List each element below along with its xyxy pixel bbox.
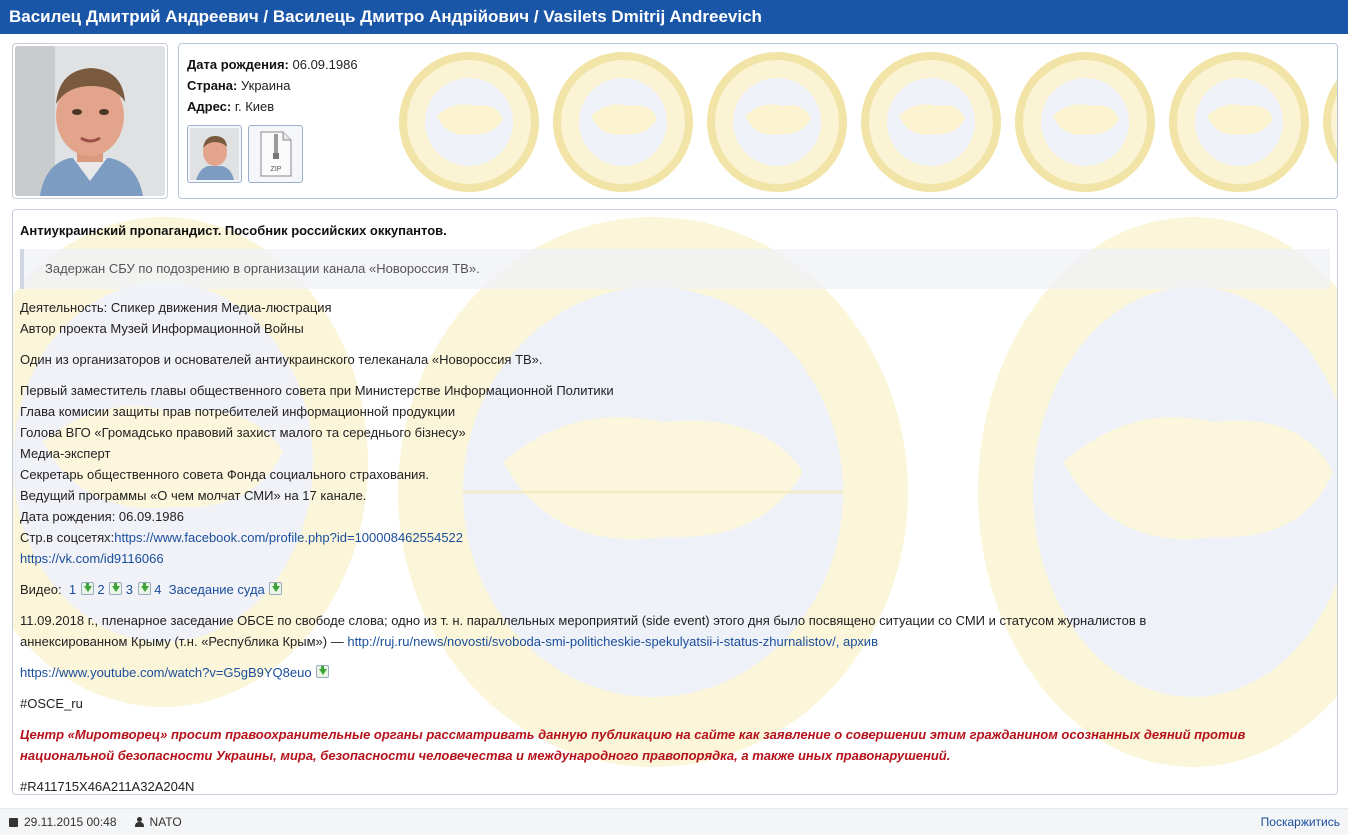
facebook-link[interactable]: https://www.facebook.com/profile.php?id=100008462554522	[114, 530, 464, 545]
video-link-4[interactable]: 4	[154, 582, 162, 597]
activity-line: Деятельность: Спикер движения Медиа-люстрация	[20, 300, 332, 315]
profile-photo-frame[interactable]	[12, 43, 168, 199]
video-row	[20, 579, 1330, 600]
dossier-text	[13, 210, 1337, 795]
complain-link[interactable]: Поскаржитись	[1260, 815, 1340, 829]
author: NATO	[149, 815, 182, 829]
social-row	[20, 527, 1330, 548]
lead-statement: Антиукраинский пропагандист. Пособник российских оккупантов.	[20, 223, 447, 238]
download-icon[interactable]	[109, 582, 122, 595]
page-title: Василец Дмитрий Андреевич / Василець Дмитро Андрійович / Vasilets Dmitrij Andreevich	[0, 0, 1348, 34]
organizer-line: Один из организаторов и основателей антиукраинского телеканала «Новороссия ТВ».	[20, 352, 543, 367]
archive-link[interactable]: , архив	[835, 634, 878, 649]
country-label: Страна:	[187, 78, 238, 93]
watermark-seal-icon	[1015, 50, 1155, 194]
zip-file-thumbnail[interactable]	[248, 125, 303, 183]
profile-photo[interactable]	[15, 46, 165, 196]
activity-line: Автор проекта Музей Информационной Войны	[20, 321, 304, 336]
activity-block	[20, 297, 1330, 339]
record-code: #R411715X46A211A32A204N	[20, 779, 195, 794]
video-label: Видео:	[20, 582, 62, 597]
vk-link[interactable]: https://vk.com/id9116066	[20, 551, 164, 566]
dossier-content	[12, 209, 1338, 795]
position-line: Голова ВГО «Громадсько правовий захист малого та середнього бізнесу»	[20, 425, 466, 440]
osce-block	[20, 610, 1330, 652]
position-line: Секретарь общественного совета Фонда социального страхования.	[20, 467, 430, 482]
osce-text: аннексированном Крыму (т.н. «Республика Крым») —	[20, 634, 348, 649]
positions-block	[20, 380, 1330, 569]
watermark-seal-icon	[861, 50, 1001, 194]
zip-archive-icon	[259, 131, 293, 177]
address-row	[187, 96, 358, 117]
download-icon[interactable]	[316, 665, 329, 678]
video-link-3[interactable]: 3	[125, 582, 134, 597]
watermark-seal-icon	[707, 50, 847, 194]
osce-text: 11.09.2018 г., пленарное заседание ОБСЕ по свободе слова; одно из т. н. параллельных мероприятий (side event) этого дня было посвящено ситуации со СМИ и статусом журналистов в	[20, 613, 1147, 628]
watermark-seal-icon	[1323, 50, 1338, 194]
zip-label: ZIP	[270, 166, 281, 173]
country-value: Украина	[240, 78, 291, 93]
address-label: Адрес:	[187, 99, 232, 114]
profile-info-panel	[178, 43, 1338, 199]
court-session-link[interactable]: Заседание суда	[168, 582, 265, 597]
publish-date: 29.11.2015 00:48	[24, 815, 117, 829]
watermark-seal-icon	[399, 50, 539, 194]
photo-thumbnail[interactable]	[187, 125, 242, 183]
country-row	[187, 75, 358, 96]
osce-article-link[interactable]: http://ruj.ru/news/novosti/svoboda-smi-politicheskie-spekulyatsii-i-status-zhurnalistov/	[347, 634, 836, 649]
youtube-row	[20, 662, 1330, 683]
position-line: Дата рождения: 06.09.1986	[20, 509, 184, 524]
detention-quote: Задержан СБУ по подозрению в организации канала «Новороссия ТВ».	[20, 249, 1330, 289]
calendar-icon	[9, 818, 18, 827]
download-icon[interactable]	[269, 582, 282, 595]
video-link-2[interactable]: 2	[97, 582, 105, 597]
footer-meta	[9, 815, 182, 829]
birth-value: 06.09.1986	[292, 57, 358, 72]
profile-fields	[187, 54, 358, 117]
footer-bar	[0, 808, 1348, 835]
youtube-link[interactable]: https://www.youtube.com/watch?v=G5gB9YQ8euo	[20, 665, 312, 680]
download-icon[interactable]	[138, 582, 151, 595]
attachments	[187, 125, 303, 183]
position-line: Глава комисии защиты прав потребителей информационной продукции	[20, 404, 456, 419]
address-value: г. Киев	[234, 99, 275, 114]
download-icon[interactable]	[81, 582, 94, 595]
watermark-seal-icon	[553, 50, 693, 194]
position-line: Ведущий программы «О чем молчат СМИ» на 17 канале.	[20, 488, 367, 503]
watermark-strip	[399, 44, 1338, 199]
social-label: Стр.в соцсетях:	[20, 530, 115, 545]
user-icon	[135, 817, 144, 827]
birth-label: Дата рождения:	[187, 57, 289, 72]
video-link-1[interactable]: 1	[68, 582, 77, 597]
position-line: Первый заместитель главы общественного совета при Министерстве Информационной Политики	[20, 383, 614, 398]
legal-warning: Центр «Миротворец» просит правоохранительные органы рассматривать данную публикацию на сайте как заявление о совершении этим гражданином осознанных деяний против национальной безопасности Украины, мира, безопасности человечества и международного правопорядка, а также иных правонарушений.	[20, 727, 1246, 763]
watermark-seal-icon	[1169, 50, 1309, 194]
birth-row	[187, 54, 358, 75]
position-line: Медиа-эксперт	[20, 446, 111, 461]
hashtag: #OSCE_ru	[20, 696, 83, 711]
